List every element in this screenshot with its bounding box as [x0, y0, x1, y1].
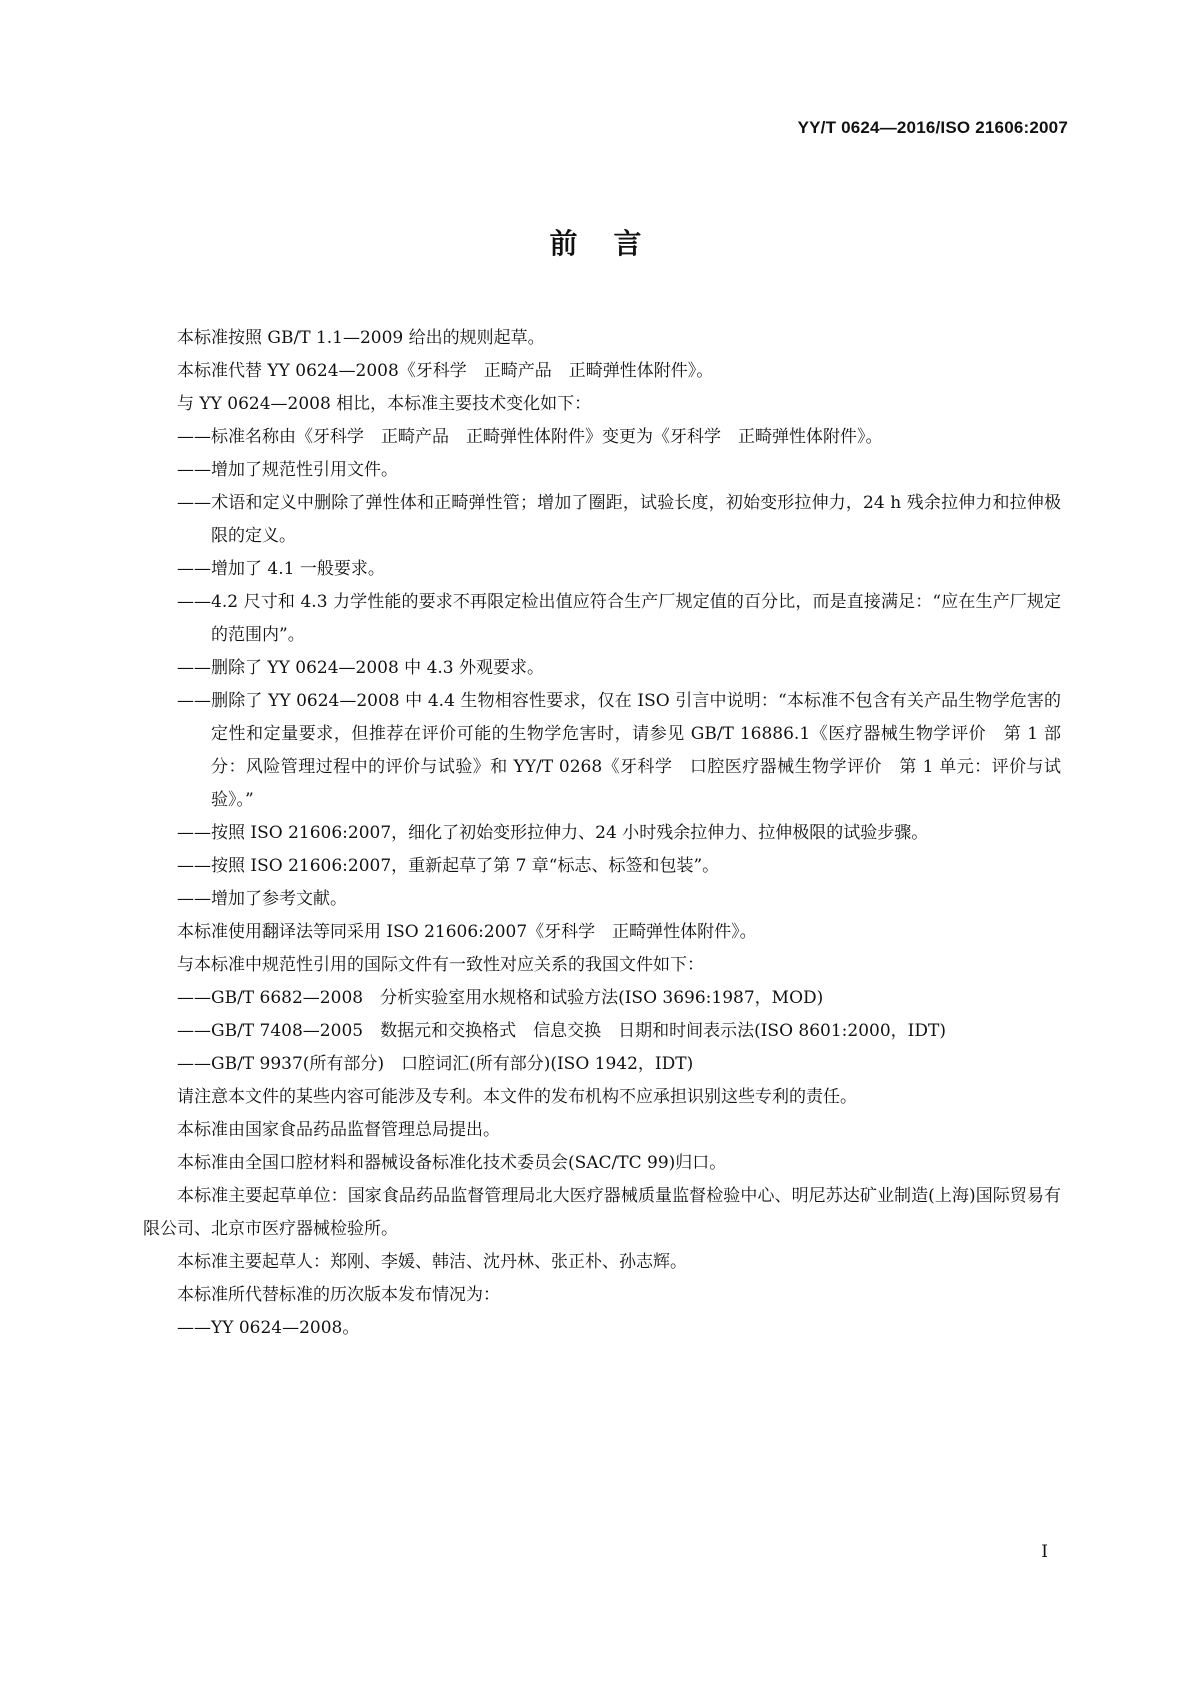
change-list-item: ——标准名称由《牙科学 正畸产品 正畸弹性体附件》变更为《牙科学 正畸弹性体附件》。	[177, 427, 883, 447]
paragraph: 本标准由全国口腔材料和器械设备标准化技术委员会(SAC/TC 99)归口。	[177, 1153, 727, 1173]
paragraph: 请注意本文件的某些内容可能涉及专利。本文件的发布机构不应承担识别这些专利的责任。	[177, 1087, 857, 1107]
change-list-item: ——4.2 尺寸和 4.3 力学性能的要求不再限定检出值应符合生产厂规定值的百分比，而是直接满足：“应在生产厂规定的范围内”。	[177, 592, 1061, 645]
paragraph: 本标准主要起草单位：国家食品药品监督管理局北大医疗器械质量监督检验中心、明尼苏达矿业制造(上海)国际贸易有限公司、北京市医疗器械检验所。	[143, 1186, 1061, 1239]
paragraph: 本标准主要起草人：郑刚、李媛、韩洁、沈丹林、张正朴、孙志辉。	[177, 1252, 687, 1272]
page-number: I	[1041, 1542, 1048, 1562]
paragraph: 本标准代替 YY 0624—2008《牙科学 正畸产品 正畸弹性体附件》。	[177, 361, 714, 381]
change-list-item: ——按照 ISO 21606:2007，重新起草了第 7 章“标志、标签和包装”。	[177, 856, 720, 876]
paragraph: 本标准所代替标准的历次版本发布情况为：	[177, 1285, 500, 1305]
paragraph: 本标准由国家食品药品监督管理总局提出。	[177, 1120, 500, 1140]
change-list-item: ——术语和定义中删除了弹性体和正畸弹性管；增加了圈距，试验长度，初始变形拉伸力，24 h 残余拉伸力和拉伸极限的定义。	[177, 493, 1061, 546]
version-history-item: ——YY 0624—2008。	[177, 1318, 360, 1338]
paragraph: 本标准按照 GB/T 1.1—2009 给出的规则起草。	[177, 328, 545, 348]
standard-code-header: YY/T 0624—2016/ISO 21606:2007	[797, 118, 1068, 137]
change-list-item: ——增加了参考文献。	[177, 889, 347, 909]
change-list-item: ——增加了 4.1 一般要求。	[177, 559, 385, 579]
paragraph: 与 YY 0624—2008 相比，本标准主要技术变化如下：	[177, 394, 592, 414]
change-list-item: ——按照 ISO 21606:2007，细化了初始变形拉伸力、24 小时残余拉伸力、拉伸极限的试验步骤。	[177, 823, 929, 843]
change-list-item: ——增加了规范性引用文件。	[177, 460, 398, 480]
reference-list-item: ——GB/T 9937(所有部分) 口腔词汇(所有部分)(ISO 1942，IDT)	[177, 1054, 694, 1074]
foreword-body	[143, 322, 1061, 1345]
change-list-item: ——删除了 YY 0624—2008 中 4.4 生物相容性要求，仅在 ISO 引言中说明：“本标准不包含有关产品生物学危害的定性和定量要求，但推荐在评价可能的生物学危害时，请参见 GB/T 16886.1《医疗器械生物学评价 第 1 部分：风险管理过程中的评价与试验》和 YY/T 0268《牙科学 口腔医疗器械生物学评价 第 1 单元：评价与试验》。”	[177, 691, 1061, 810]
change-list-item: ——删除了 YY 0624—2008 中 4.3 外观要求。	[177, 658, 545, 678]
paragraph: 本标准使用翻译法等同采用 ISO 21606:2007《牙科学 正畸弹性体附件》。	[177, 922, 757, 942]
reference-list-item: ——GB/T 6682—2008 分析实验室用水规格和试验方法(ISO 3696:1987，MOD)	[177, 988, 824, 1008]
reference-list-item: ——GB/T 7408—2005 数据元和交换格式 信息交换 日期和时间表示法(ISO 8601:2000，IDT)	[177, 1021, 946, 1041]
paragraph: 与本标准中规范性引用的国际文件有一致性对应关系的我国文件如下：	[177, 955, 704, 975]
page-title: 前言	[549, 227, 678, 260]
